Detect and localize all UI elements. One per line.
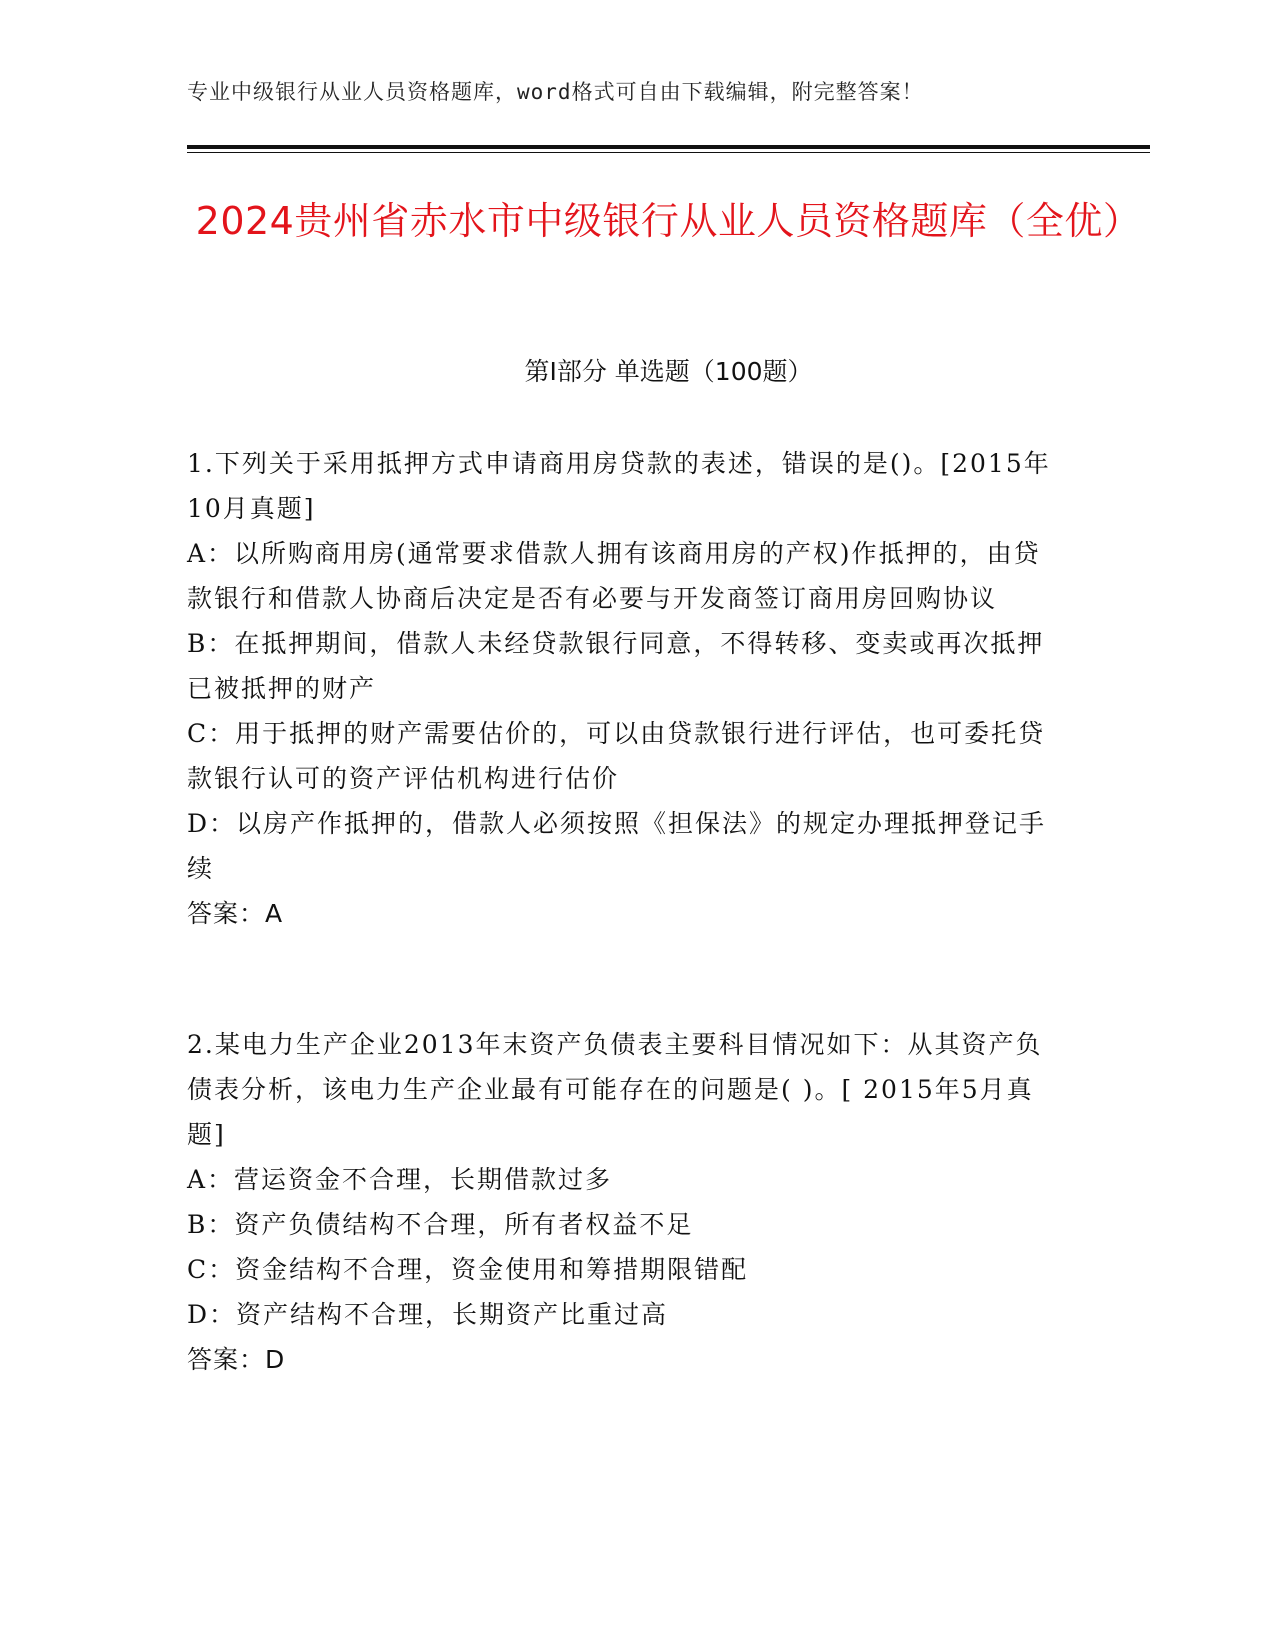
question-1: [187, 441, 1067, 936]
option-c: C：用于抵押的财产需要估价的，可以由贷款银行进行评估，也可委托贷款银行认可的资产评估机构进行估价: [187, 719, 1046, 793]
option-c: C：资金结构不合理，资金使用和筹措期限错配: [187, 1255, 749, 1284]
question-stem: 2.某电力生产企业2013年末资产负债表主要科目情况如下：从其资产负债表分析，该电力生产企业最有可能存在的问题是( )。[ 2015年5月真题]: [187, 1030, 1043, 1149]
document-title: 2024贵州省赤水市中级银行从业人员资格题库（全优）: [195, 199, 1142, 243]
option-b: B：在抵押期间，借款人未经贷款银行同意，不得转移、变卖或再次抵押已被抵押的财产: [187, 629, 1045, 703]
answer-line: [187, 891, 1067, 936]
option-b: B：资产负债结构不合理，所有者权益不足: [187, 1210, 694, 1239]
header-note: 专业中级银行从业人员资格题库，word格式可自由下载编辑，附完整答案！: [187, 80, 924, 104]
answer-value: A: [265, 899, 284, 928]
answer-line: [187, 1337, 1067, 1382]
option-a: A：以所购商用房(通常要求借款人拥有该商用房的产权)作抵押的，由贷款银行和借款人协商后决定是否有必要与开发商签订商用房回购协议: [187, 539, 1041, 613]
header-rule-thin: [187, 152, 1150, 153]
question-stem: 1.下列关于采用抵押方式申请商用房贷款的表述，错误的是()。[2015年10月真题]: [187, 449, 1051, 523]
answer-label: 答案：: [187, 1345, 266, 1374]
section-title: 第Ⅰ部分 单选题（100题）: [524, 357, 813, 386]
question-2: [187, 1022, 1067, 1382]
answer-value: D: [265, 1345, 286, 1374]
option-d: D：以房产作抵押的，借款人必须按照《担保法》的规定办理抵押登记手续: [187, 809, 1047, 883]
header-rule-thick: [187, 145, 1150, 149]
option-d: D：资产结构不合理，长期资产比重过高: [187, 1300, 669, 1329]
answer-label: 答案：: [187, 899, 266, 928]
option-a: A：营运资金不合理，长期借款过多: [187, 1165, 613, 1194]
